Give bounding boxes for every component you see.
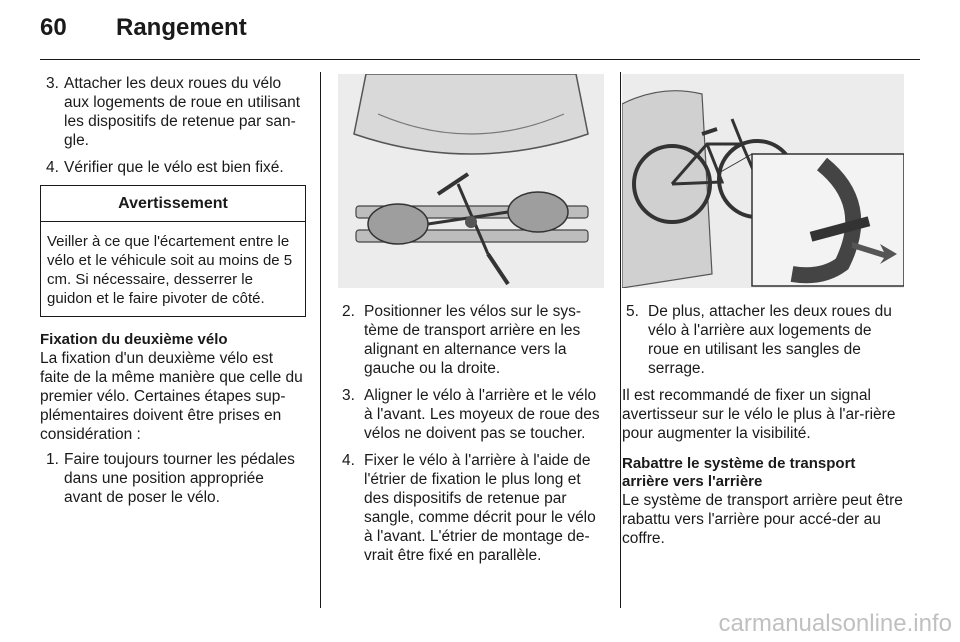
step-4 — [338, 451, 604, 565]
paragraph: Il est recommandé de fixer un signal avertisseur sur le vélo le plus à l'ar-rière pour augmenter la visibilité. — [622, 387, 896, 442]
section-heading: Fixation du deuxième vélo — [40, 331, 228, 348]
column-1 — [40, 74, 306, 515]
step-3 — [338, 386, 604, 443]
step-number: 4. — [46, 159, 59, 176]
column-3 — [622, 74, 904, 554]
step-number: 3. — [46, 75, 59, 92]
page-title: Rangement — [116, 14, 247, 41]
watermark: carmanualsonline.info — [718, 610, 952, 637]
warning-box — [40, 185, 306, 317]
paragraph: La fixation d'un deuxième vélo est faite de la même manière que celle du premier vélo. Certaines étapes sup-plémentaires doivent être prises en considération : — [40, 350, 303, 443]
step-5 — [622, 302, 904, 378]
step-text: Positionner les vélos sur le sys-tème de transport arrière en les alignant en alternance vers la gauche ou la droite. — [364, 303, 582, 377]
header-divider — [40, 59, 920, 60]
step-text: Attacher les deux roues du vélo aux logements de roue en utilisant les dispositifs de retenue par san-gle. — [64, 75, 301, 149]
step-2 — [338, 302, 604, 378]
step-4 — [40, 158, 306, 177]
warning-text: Veiller à ce que l'écartement entre le vélo et le véhicule soit au moins de 5 cm. Si nécessaire, desserrer le guidon et le faire pivoter de côté. — [47, 233, 293, 307]
column-divider-1 — [320, 72, 321, 608]
step-number: 5. — [626, 303, 639, 320]
step-number: 2. — [342, 303, 355, 320]
step-text: Aligner le vélo à l'arrière et le vélo à l'avant. Les moyeux de roue des vélos ne doivent pas se toucher. — [364, 387, 600, 442]
step-text: Fixer le vélo à l'arrière à l'aide de l'étrier de fixation le plus long et des dispositifs de retenue par sangle, comme décrit pour le vélo à l'avant. L'étrier de montage de-vrait être fixé en parallèle. — [364, 452, 596, 564]
warning-title: Avertissement — [41, 186, 305, 222]
bike-carrier-top-view-drawing — [338, 74, 604, 288]
step-number: 4. — [342, 452, 355, 469]
section-heading: Rabattre le système de transport arrière vers l'arrière — [622, 455, 856, 490]
column-2 — [338, 74, 604, 573]
bike-wheel-strap-illustration — [622, 74, 904, 288]
step-number: 1. — [46, 451, 59, 468]
column-divider-2 — [620, 72, 621, 608]
bike-carrier-top-view-illustration — [338, 74, 604, 288]
step-number: 3. — [342, 387, 355, 404]
step-text: Faire toujours tourner les pédales dans une position appropriée avant de poser le vélo. — [64, 451, 295, 506]
step-text: De plus, attacher les deux roues du vélo à l'arrière aux logements de roue en utilisant les sangles de serrage. — [648, 303, 892, 377]
step-3 — [40, 74, 306, 150]
step-1 — [40, 450, 306, 507]
step-text: Vérifier que le vélo est bien fixé. — [64, 159, 284, 176]
bike-wheel-strap-drawing — [622, 74, 904, 288]
page-number: 60 — [40, 14, 67, 41]
paragraph: Le système de transport arrière peut être rabattu vers l'arrière pour accé-der au coffre. — [622, 492, 903, 547]
